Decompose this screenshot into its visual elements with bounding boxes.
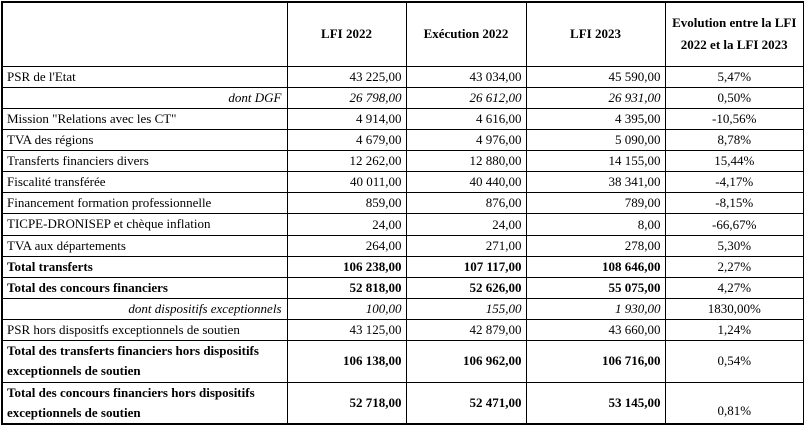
- value-lfi-2022-cell: 859,00: [287, 193, 406, 214]
- value-evolution-cell: 2,27%: [665, 256, 804, 277]
- value-lfi-2022-cell: 100,00: [287, 299, 406, 320]
- value-lfi-2023-cell: 53 145,00: [526, 382, 665, 424]
- value-execution-2022-cell: 12 880,00: [406, 151, 526, 172]
- header-execution-2022: Exécution 2022: [406, 2, 526, 66]
- value-lfi-2022-cell: 26 798,00: [287, 87, 406, 108]
- header-lfi-2022: LFI 2022: [287, 2, 406, 66]
- value-execution-2022-cell: 42 879,00: [406, 320, 526, 341]
- table-row: [2, 172, 804, 193]
- value-lfi-2022-cell: 12 262,00: [287, 151, 406, 172]
- value-lfi-2022-cell: 43 225,00: [287, 66, 406, 87]
- table-row: [2, 87, 804, 108]
- value-lfi-2023-cell: 38 341,00: [526, 172, 665, 193]
- header-lfi-2023: LFI 2023: [526, 2, 665, 66]
- value-evolution-cell: 1830,00%: [665, 299, 804, 320]
- table-row: [2, 341, 804, 382]
- value-execution-2022-cell: 43 034,00: [406, 66, 526, 87]
- value-execution-2022-cell: 26 612,00: [406, 87, 526, 108]
- table-row: [2, 235, 804, 256]
- value-evolution-cell: -4,17%: [665, 172, 804, 193]
- row-label-cell: PSR de l'Etat: [2, 66, 287, 87]
- value-lfi-2023-cell: 1 930,00: [526, 299, 665, 320]
- value-lfi-2023-cell: 14 155,00: [526, 151, 665, 172]
- value-evolution-cell: 0,50%: [665, 87, 804, 108]
- table-row: [2, 320, 804, 341]
- value-evolution-cell: 0,81%: [665, 382, 804, 424]
- table-row: [2, 129, 804, 150]
- value-execution-2022-cell: 4 976,00: [406, 129, 526, 150]
- value-evolution-cell: 5,47%: [665, 66, 804, 87]
- value-lfi-2022-cell: 4 914,00: [287, 108, 406, 129]
- header-row: [2, 2, 804, 66]
- value-lfi-2023-cell: 789,00: [526, 193, 665, 214]
- value-lfi-2022-cell: 24,00: [287, 214, 406, 235]
- value-execution-2022-cell: 52 471,00: [406, 382, 526, 424]
- value-execution-2022-cell: 40 440,00: [406, 172, 526, 193]
- value-lfi-2022-cell: 43 125,00: [287, 320, 406, 341]
- value-lfi-2023-cell: 108 646,00: [526, 256, 665, 277]
- value-execution-2022-cell: 107 117,00: [406, 256, 526, 277]
- header-evolution: Evolution entre la LFI 2022 et la LFI 2023: [665, 2, 804, 66]
- value-evolution-cell: 0,54%: [665, 341, 804, 382]
- table-row: [2, 277, 804, 298]
- row-label-cell: dont DGF: [2, 87, 287, 108]
- value-lfi-2022-cell: 52 818,00: [287, 277, 406, 298]
- value-evolution-cell: -66,67%: [665, 214, 804, 235]
- value-execution-2022-cell: 52 626,00: [406, 277, 526, 298]
- row-label-cell: Total des transferts financiers hors dispositifs exceptionnels de soutien: [2, 341, 287, 382]
- value-execution-2022-cell: 24,00: [406, 214, 526, 235]
- value-lfi-2022-cell: 106 138,00: [287, 341, 406, 382]
- row-label-cell: TVA aux départements: [2, 235, 287, 256]
- row-label-cell: TVA des régions: [2, 129, 287, 150]
- value-execution-2022-cell: 155,00: [406, 299, 526, 320]
- table-body: [2, 66, 804, 424]
- value-lfi-2023-cell: 278,00: [526, 235, 665, 256]
- value-execution-2022-cell: 271,00: [406, 235, 526, 256]
- value-lfi-2022-cell: 264,00: [287, 235, 406, 256]
- value-evolution-cell: 15,44%: [665, 151, 804, 172]
- row-label-cell: Total des concours financiers: [2, 277, 287, 298]
- table-row: [2, 256, 804, 277]
- row-label-cell: Fiscalité transférée: [2, 172, 287, 193]
- value-evolution-cell: 5,30%: [665, 235, 804, 256]
- value-evolution-cell: -10,56%: [665, 108, 804, 129]
- value-lfi-2023-cell: 106 716,00: [526, 341, 665, 382]
- financial-transfers-table: [1, 1, 804, 425]
- table-header: [2, 2, 804, 66]
- value-execution-2022-cell: 876,00: [406, 193, 526, 214]
- value-execution-2022-cell: 4 616,00: [406, 108, 526, 129]
- table-row: [2, 151, 804, 172]
- table-row: [2, 299, 804, 320]
- value-lfi-2023-cell: 4 395,00: [526, 108, 665, 129]
- table-row: [2, 193, 804, 214]
- row-label-cell: Total transferts: [2, 256, 287, 277]
- row-label-cell: PSR hors dispositfs exceptionnels de soutien: [2, 320, 287, 341]
- value-lfi-2023-cell: 5 090,00: [526, 129, 665, 150]
- value-evolution-cell: -8,15%: [665, 193, 804, 214]
- value-lfi-2022-cell: 52 718,00: [287, 382, 406, 424]
- row-label-cell: Mission "Relations avec les CT": [2, 108, 287, 129]
- value-execution-2022-cell: 106 962,00: [406, 341, 526, 382]
- row-label-cell: Financement formation professionnelle: [2, 193, 287, 214]
- value-lfi-2023-cell: 45 590,00: [526, 66, 665, 87]
- row-label-cell: Transferts financiers divers: [2, 151, 287, 172]
- row-label-cell: Total des concours financiers hors dispositifs exceptionnels de soutien: [2, 382, 287, 424]
- value-lfi-2023-cell: 55 075,00: [526, 277, 665, 298]
- value-lfi-2022-cell: 40 011,00: [287, 172, 406, 193]
- value-lfi-2023-cell: 8,00: [526, 214, 665, 235]
- header-empty-cell: [2, 2, 287, 66]
- value-evolution-cell: 4,27%: [665, 277, 804, 298]
- value-evolution-cell: 8,78%: [665, 129, 804, 150]
- value-lfi-2023-cell: 26 931,00: [526, 87, 665, 108]
- value-lfi-2022-cell: 4 679,00: [287, 129, 406, 150]
- table-row: [2, 108, 804, 129]
- table-row: [2, 66, 804, 87]
- row-label-cell: dont dispositifs exceptionnels: [2, 299, 287, 320]
- table-row: [2, 214, 804, 235]
- row-label-cell: TICPE-DRONISEP et chèque inflation: [2, 214, 287, 235]
- value-lfi-2022-cell: 106 238,00: [287, 256, 406, 277]
- value-evolution-cell: 1,24%: [665, 320, 804, 341]
- value-lfi-2023-cell: 43 660,00: [526, 320, 665, 341]
- table-row: [2, 382, 804, 424]
